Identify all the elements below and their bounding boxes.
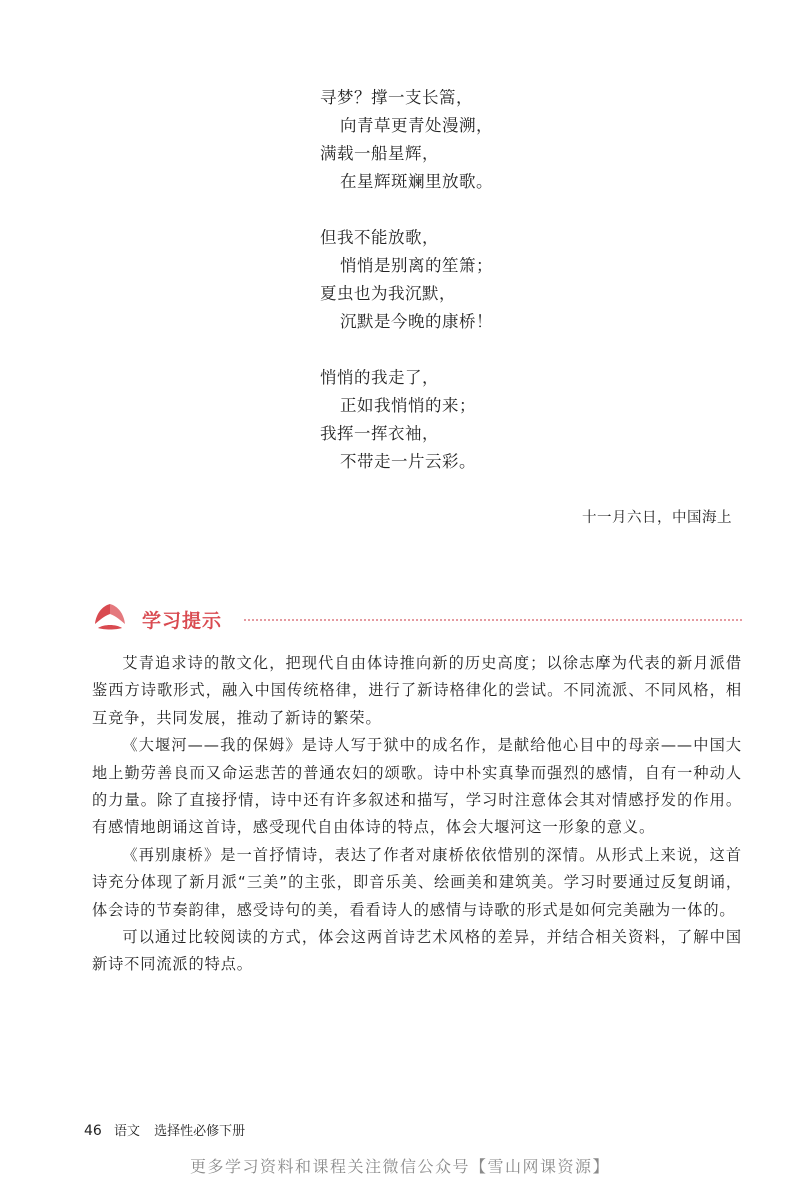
tips-paragraph: 《大堰河——我的保姆》是诗人写于狱中的成名作，是献给他心目中的母亲——中国大地上勤劳善良而又命运悲苦的普通农妇的颂歌。诗中朴实真挚而强烈的感情，自有一种动人的力量。除了直接抒情，诗中还有许多叙述和描写，学习时注意体会其对情感抒发的作用。有感情地朗诵这首诗，感受现代自由体诗的特点，体会大堰河这一形象的意义。 [92,736,742,837]
poem-line: 悄悄是别离的笙箫； [340,256,493,275]
book-title: 选择性必修下册 [154,1124,246,1139]
poem-line: 沉默是今晚的康桥！ [340,312,493,331]
poem-stanza-1 [320,84,740,196]
page-footer [84,1120,245,1139]
tips-paragraph: 可以通过比较阅读的方式，体会这两首诗艺术风格的差异，并结合相关资料，了解中国新诗不同流派的特点。 [92,928,742,974]
study-tips-body [92,650,742,979]
poem-line: 但我不能放歌， [320,228,439,247]
poem-line: 满载一船星辉， [320,144,439,163]
poem-line: 不带走一片云彩。 [340,452,476,471]
poem-stanza-2 [320,224,740,336]
poem-stanza-3 [320,364,740,476]
watermark-text: 更多学习资料和课程关注微信公众号【雪山网课资源】 [189,1157,610,1176]
dotted-divider [244,619,742,621]
poem-line: 正如我悄悄的来； [340,396,476,415]
study-tips-icon [92,602,128,632]
poem-line: 寻梦？撑一支长篙， [320,88,473,107]
tips-paragraph: 艾青追求诗的散文化，把现代自由体诗推向新的历史高度；以徐志摩为代表的新月派借鉴西方诗歌形式，融入中国传统格律，进行了新诗格律化的尝试。不同流派、不同风格，相互竞争，共同发展，推动了新诗的繁荣。 [92,654,742,727]
poem-line: 夏虫也为我沉默， [320,284,456,303]
tips-paragraph: 《再别康桥》是一首抒情诗，表达了作者对康桥依依惜别的深情。从形式上来说，这首诗充分体现了新月派“三美”的主张，即音乐美、绘画美和建筑美。学习时要通过反复朗诵，体会诗的节奏韵律，感受诗句的美，看看诗人的感情与诗歌的形式是如何完美融为一体的。 [92,845,742,919]
poem-line: 在星辉斑斓里放歌。 [340,172,493,191]
page-number: 46 [84,1123,102,1139]
book-subject: 语文 [113,1124,140,1139]
poem-line: 悄悄的我走了， [320,368,439,387]
poem [320,84,740,504]
poem-line: 向青草更青处漫溯， [340,116,493,135]
study-tips-header [92,600,742,640]
study-tips-title: 学习提示 [142,610,223,632]
poem-dateline: 十一月六日，中国海上 [582,510,732,526]
poem-line: 我挥一挥衣袖， [320,424,439,443]
